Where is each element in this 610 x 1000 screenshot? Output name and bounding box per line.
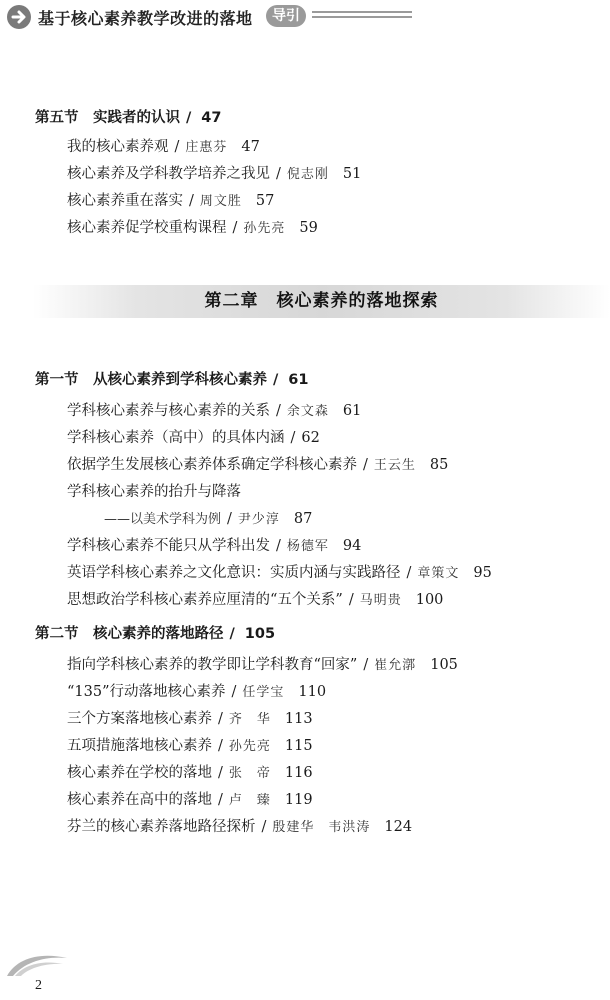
section-title: 第一节 从核心素养到学科核心素养	[35, 372, 267, 388]
page-ref: 57	[255, 193, 275, 209]
toc-entry[interactable]: 核心素养及学科教学培养之我见 / 倪志刚 51	[67, 166, 362, 182]
arrow-right-icon	[7, 5, 31, 29]
author: 庄惠芬	[185, 140, 228, 155]
page-ref: 95	[473, 565, 492, 581]
toc-entry[interactable]: 学科核心素养（高中）的具体内涵 / 62	[67, 430, 320, 446]
author: 倪志刚	[286, 167, 329, 182]
page-ref: 62	[301, 430, 320, 446]
toc-entry[interactable]: 英语学科核心素养之文化意识：实质内涵与实践路径 / 章策文 95	[67, 565, 492, 581]
page-ref: 47	[241, 139, 260, 155]
author: 尹少淳	[237, 512, 280, 527]
toc-entry[interactable]: 核心素养重在落实 / 周文胜 57	[67, 193, 275, 209]
section-title: 第二节 核心素养的落地路径	[35, 626, 224, 642]
author: 杨德军	[286, 539, 329, 554]
author: 崔允漷	[374, 658, 417, 673]
page-ref: 85	[429, 457, 449, 473]
page-ref: 51	[342, 166, 362, 182]
author: 孙先亮	[243, 221, 286, 236]
page-ref: 94	[342, 538, 362, 554]
author: 卢 臻	[228, 793, 271, 808]
chapter-label: 第二章	[204, 291, 259, 311]
chapter-name: 核心素养的落地探索	[276, 291, 439, 311]
page-ref: 119	[284, 792, 313, 808]
running-header	[0, 0, 610, 38]
toc-entry[interactable]: 芬兰的核心素养落地路径探析 / 殷建华 韦洪涛 124	[67, 819, 413, 835]
author: 马明贵	[359, 593, 402, 608]
page-ref: 61	[342, 403, 362, 419]
toc-entry[interactable]: 核心素养在高中的落地 / 卢 臻 119	[67, 792, 313, 808]
author: 周文胜	[199, 194, 242, 209]
page-ref: 113	[284, 711, 313, 727]
page-ref: 47	[201, 110, 222, 126]
page-ref: 124	[384, 819, 413, 835]
toc-entry[interactable]: 核心素养在学校的落地 / 张 帝 116	[67, 765, 313, 781]
page-ref: 87	[293, 511, 313, 527]
toc-entry[interactable]: 五项措施落地核心素养 / 孙先亮 115	[67, 738, 313, 754]
author: 张 帝	[228, 766, 271, 781]
author: 章策文	[417, 566, 460, 581]
toc-entry-subtitle[interactable]: ——以美术学科为例 / 尹少淳 87	[104, 511, 313, 527]
section-title: 第五节 实践者的认识	[35, 110, 180, 126]
page-ref: 59	[299, 220, 318, 236]
author: 殷建华 韦洪涛	[272, 820, 371, 835]
toc-entry[interactable]: 我的核心素养观 / 庄惠芬 47	[67, 139, 260, 155]
toc-entry[interactable]: 学科核心素养不能只从学科出发 / 杨德军 94	[67, 538, 362, 554]
toc-entry[interactable]: “135”行动落地核心素养 / 任学宝 110	[67, 684, 327, 700]
author: 余文森	[286, 404, 329, 419]
book-title-tag: 导引	[266, 5, 306, 27]
toc-entry[interactable]: 三个方案落地核心素养 / 齐 华 113	[67, 711, 313, 727]
toc-section-heading[interactable]: 第一节 从核心素养到学科核心素养 / 61	[35, 372, 309, 388]
toc-section-heading[interactable]: 第五节 实践者的认识 / 47	[35, 110, 222, 126]
header-decoration	[312, 11, 412, 21]
author: 王云生	[373, 458, 416, 473]
swoosh-ornament-icon	[5, 948, 75, 978]
author: 任学宝	[242, 685, 285, 700]
author: 齐 华	[228, 712, 271, 727]
toc-entry[interactable]: 依据学生发展核心素养体系确定学科核心素养 / 王云生 85	[67, 457, 449, 473]
toc-entry[interactable]: 学科核心素养与核心素养的关系 / 余文森 61	[67, 403, 362, 419]
page-ref: 61	[288, 372, 309, 388]
chapter-banner[interactable]	[33, 285, 610, 318]
toc-entry[interactable]: 核心素养促学校重构课程 / 孙先亮 59	[67, 220, 318, 236]
toc-entry[interactable]: 学科核心素养的抬升与降落	[67, 484, 241, 500]
toc-entry[interactable]: 思想政治学科核心素养应厘清的“五个关系” / 马明贵 100	[67, 592, 444, 608]
chapter-title	[33, 285, 610, 318]
page-ref: 100	[415, 592, 444, 608]
page-ref: 105	[244, 626, 276, 642]
toc-section-heading[interactable]: 第二节 核心素养的落地路径 / 105	[35, 626, 276, 642]
author: 孙先亮	[228, 739, 271, 754]
page-ref: 105	[430, 657, 458, 673]
toc-entry[interactable]: 指向学科核心素养的教学即让学科教育“回家” / 崔允漷 105	[67, 657, 458, 673]
page-number: 2	[35, 978, 42, 993]
page-ref: 115	[284, 738, 313, 754]
book-title: 基于核心素养教学改进的落地	[38, 9, 253, 28]
page-ref: 116	[284, 765, 313, 781]
page-ref: 110	[298, 684, 327, 700]
